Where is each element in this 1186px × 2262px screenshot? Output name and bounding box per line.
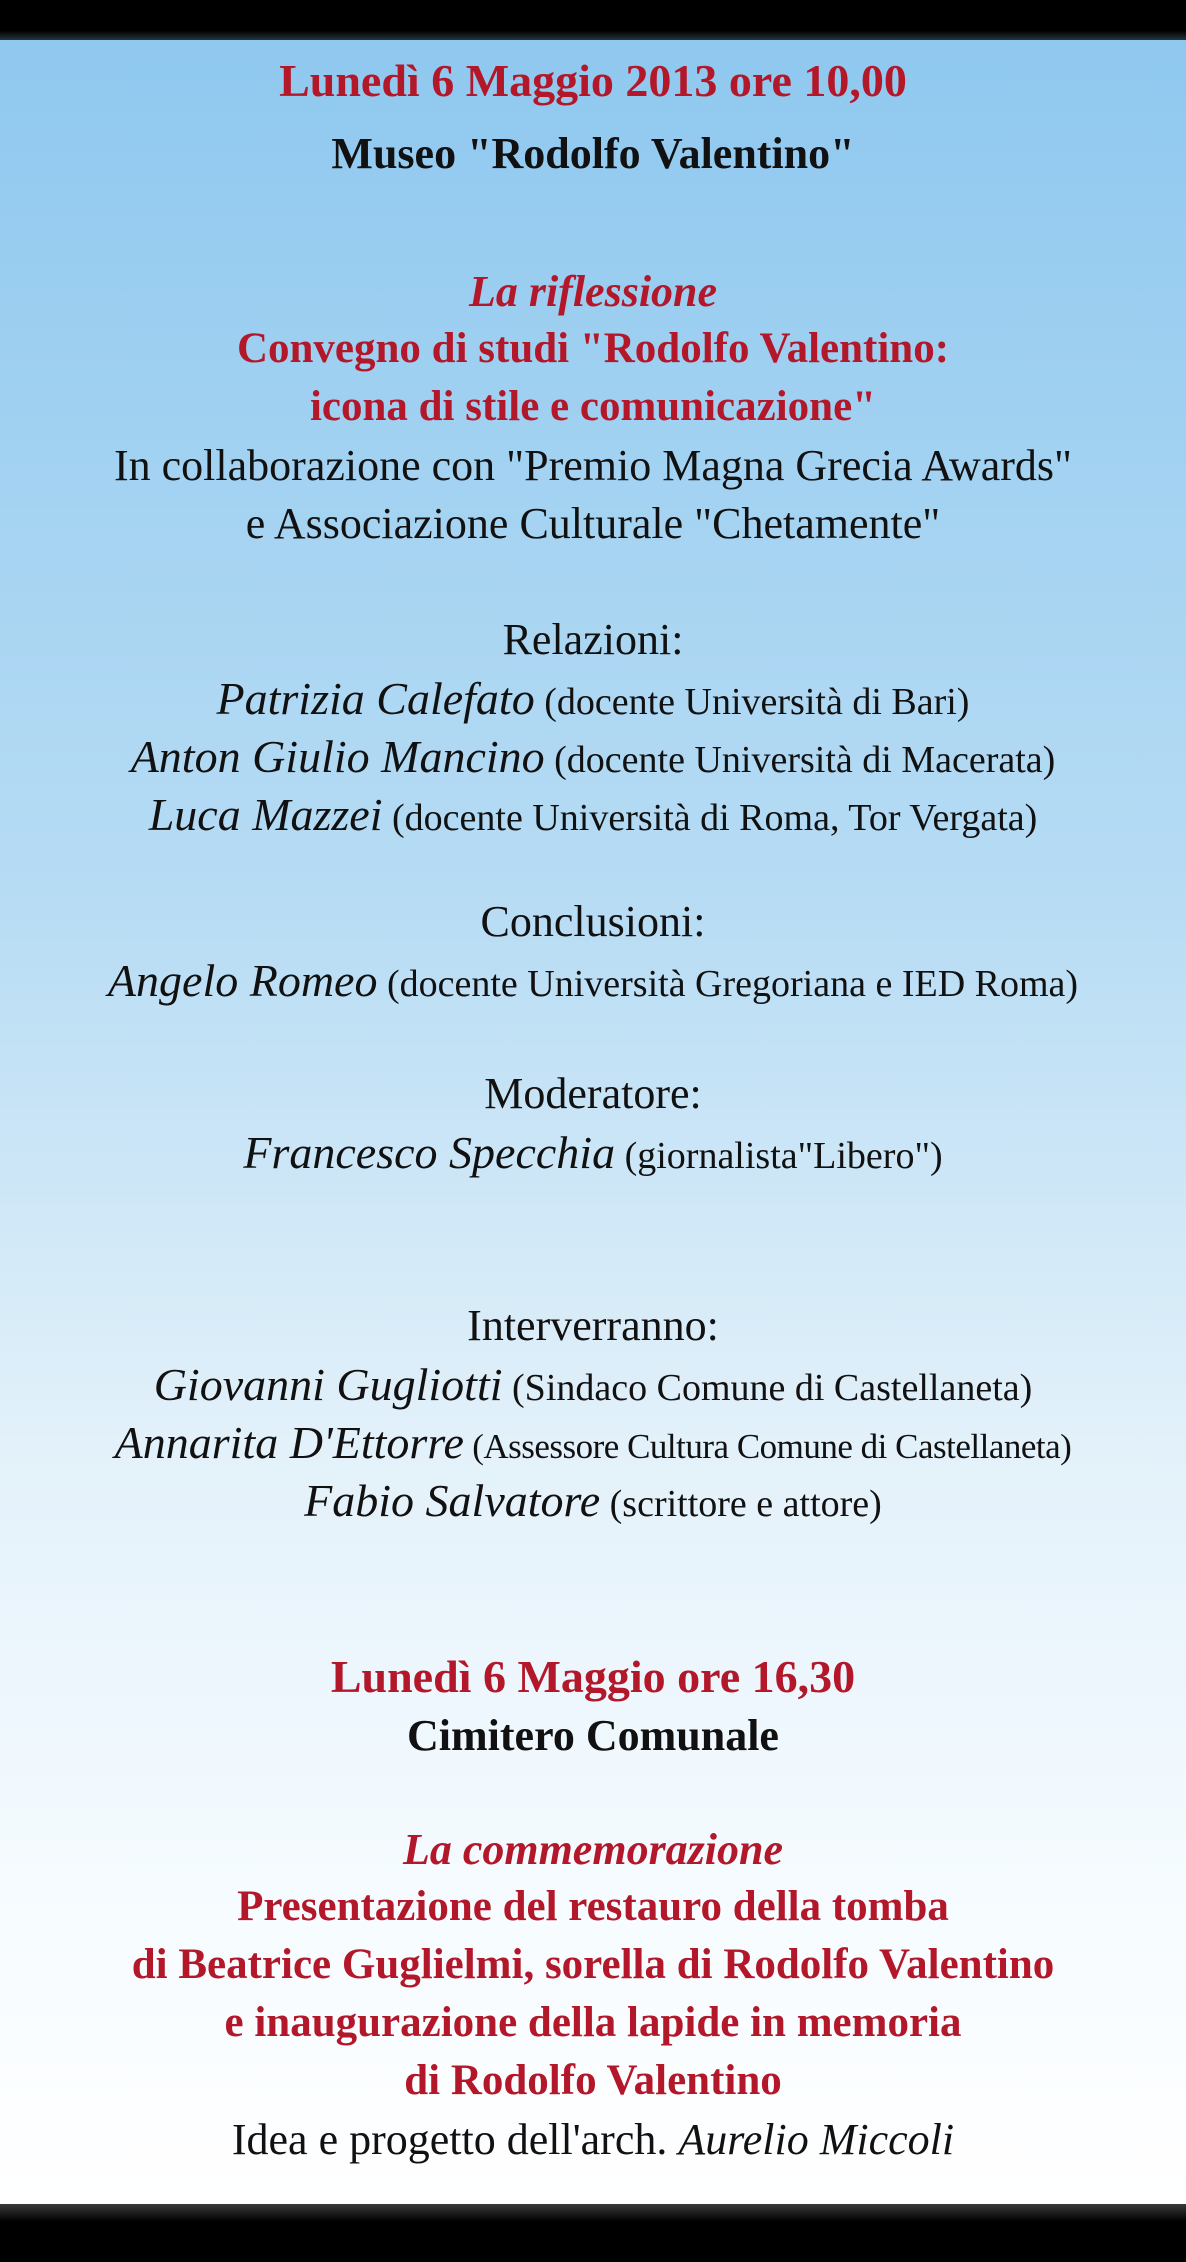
session2-desc-line1: Presentazione del restauro della tomba bbox=[237, 1883, 949, 1930]
bottom-black-border bbox=[0, 2204, 1186, 2262]
project-credit bbox=[0, 2114, 1186, 2165]
speaker-role: (giornalista"Libero") bbox=[615, 1135, 943, 1177]
relazioni-speaker bbox=[0, 672, 1186, 725]
session1-venue: Museo "Rodolfo Valentino" bbox=[331, 129, 855, 178]
interverranno-speaker bbox=[0, 1474, 1186, 1527]
interverranno-heading: Interverranno: bbox=[467, 1301, 719, 1350]
moderatore-speaker bbox=[0, 1126, 1186, 1179]
session2-desc-line2: di Beatrice Guglielmi, sorella di Rodolfo Valentino bbox=[131, 1941, 1055, 1988]
collaboration-line2: e Associazione Culturale "Chetamente" bbox=[245, 499, 941, 548]
interverranno-speaker bbox=[0, 1416, 1186, 1469]
session2-date: Lunedì 6 Maggio ore 16,30 bbox=[330, 1651, 856, 1702]
credit-prefix: Idea e progetto dell'arch. bbox=[231, 2115, 679, 2164]
speaker-role: (Assessore Cultura Comune di Castellaneta) bbox=[463, 1427, 1072, 1466]
speaker-name: Luca Mazzei bbox=[148, 789, 383, 840]
interverranno-speaker bbox=[0, 1358, 1186, 1411]
session1-title-line1: Convegno di studi "Rodolfo Valentino: bbox=[236, 325, 950, 372]
speaker-name: Francesco Specchia bbox=[243, 1127, 616, 1178]
relazioni-speaker bbox=[0, 788, 1186, 841]
speaker-role: (docente Università di Roma, Tor Vergata) bbox=[382, 797, 1038, 839]
collaboration-line1: In collaborazione con "Premio Magna Grecia Awards" bbox=[114, 441, 1072, 490]
speaker-name: Annarita D'Ettorre bbox=[114, 1417, 464, 1468]
speaker-role: (docente Università di Bari) bbox=[534, 681, 970, 723]
speaker-name: Patrizia Calefato bbox=[216, 673, 535, 724]
session1-date: Lunedì 6 Maggio 2013 ore 10,00 bbox=[279, 55, 907, 106]
session2-theme: La commemorazione bbox=[402, 1825, 784, 1874]
architect-name: Aurelio Miccoli bbox=[678, 2115, 955, 2164]
top-black-border bbox=[0, 0, 1186, 44]
speaker-name: Anton Giulio Mancino bbox=[130, 731, 545, 782]
speaker-name: Giovanni Gugliotti bbox=[153, 1359, 503, 1410]
speaker-role: (scrittore e attore) bbox=[600, 1483, 882, 1525]
speaker-name: Angelo Romeo bbox=[107, 955, 378, 1006]
speaker-role: (docente Università di Macerata) bbox=[544, 739, 1056, 781]
event-program-panel bbox=[0, 40, 1186, 2204]
moderatore-heading: Moderatore: bbox=[484, 1069, 702, 1118]
session2-desc-line4: di Rodolfo Valentino bbox=[404, 2057, 782, 2104]
session2-desc-line3: e inaugurazione della lapide in memoria bbox=[224, 1999, 962, 2046]
session1-theme: La riflessione bbox=[468, 267, 718, 316]
relazioni-heading: Relazioni: bbox=[502, 615, 684, 664]
speaker-role: (docente Università Gregoriana e IED Roma) bbox=[377, 963, 1079, 1005]
speaker-role: (Sindaco Comune di Castellaneta) bbox=[502, 1367, 1033, 1409]
session2-venue: Cimitero Comunale bbox=[407, 1711, 779, 1760]
conclusioni-heading: Conclusioni: bbox=[480, 897, 706, 946]
conclusioni-speaker bbox=[0, 954, 1186, 1007]
relazioni-speaker bbox=[0, 730, 1186, 783]
session1-title-line2: icona di stile e comunicazione" bbox=[309, 383, 877, 430]
speaker-name: Fabio Salvatore bbox=[304, 1475, 601, 1526]
